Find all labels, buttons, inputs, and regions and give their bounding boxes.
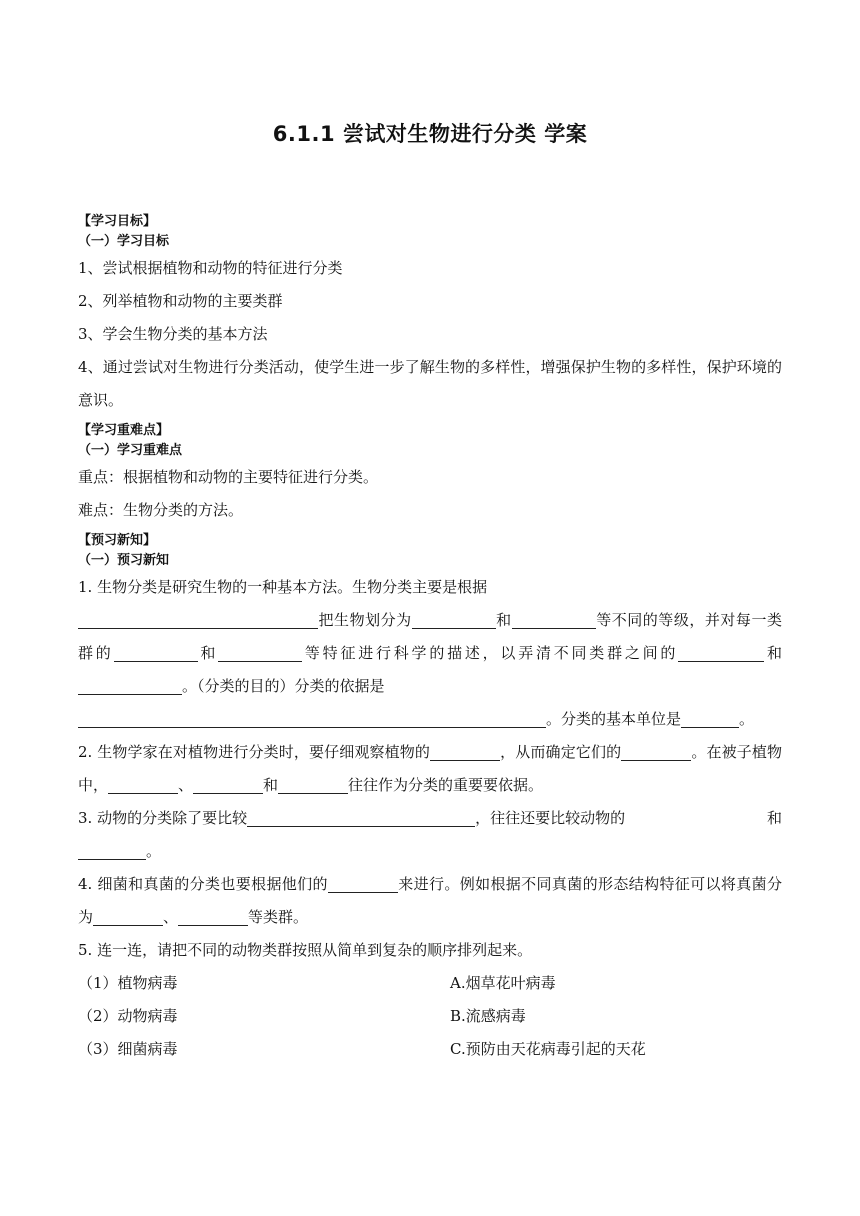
q1-text-c: 和 (495, 611, 512, 629)
q1-blank-4[interactable] (114, 643, 198, 662)
q2-text-c: 。在被子植物中， (78, 743, 782, 794)
q1-text-h: 。（分类的目的）分类的依据是 (182, 677, 385, 695)
q1-blank-5[interactable] (218, 643, 302, 662)
section-heading-objectives: 【学习目标】 (78, 214, 157, 229)
document-title: 6.1.1 尝试对生物进行分类 学案 (272, 122, 588, 146)
q2-blank-5[interactable] (278, 775, 348, 794)
q2-text-a: 2. 生物学家在对植物进行分类时，要仔细观察植物的 (78, 743, 431, 761)
key-point-focus: 重点：根据植物和动物的主要特征进行分类。 (78, 468, 379, 486)
question-1 (78, 571, 782, 736)
matching-left-1[interactable]: （1）植物病毒 (78, 974, 178, 992)
q3-blank-1[interactable] (247, 808, 475, 827)
q1-text-b: 把生物划分为 (318, 611, 412, 629)
q4-blank-2[interactable] (93, 907, 163, 926)
q1-blank-3[interactable] (512, 610, 596, 629)
q2-blank-2[interactable] (621, 742, 691, 761)
matching-row-3 (78, 1033, 782, 1066)
objective-item-2: 2、列举植物和动物的主要类群 (78, 292, 283, 310)
question-3 (78, 802, 782, 868)
q1-blank-6[interactable] (678, 643, 764, 662)
q4-text-d: 等类群。 (248, 908, 309, 926)
q2-text-e: 和 (263, 776, 279, 794)
q2-text-d: 、 (178, 776, 194, 794)
q4-text-b: 来进行。例如根据不同真菌的形态结构特征可以将真菌分为 (78, 875, 782, 926)
q1-text-i: 。分类的基本单位是 (546, 710, 682, 728)
section-heading-preview: 【预习新知】 (78, 533, 157, 548)
objective-item-4: 4、通过尝试对生物进行分类活动，使学生进一步了解生物的多样性，增强保护生物的多样性，保护环境的意识。 (78, 358, 782, 409)
objective-item-1: 1、尝试根据植物和动物的特征进行分类 (78, 259, 343, 277)
question-4 (78, 868, 782, 934)
subheading-objectives: （一）学习目标 (78, 234, 170, 249)
matching-left-3[interactable]: （3）细菌病毒 (78, 1040, 178, 1058)
question-5: 5. 连一连，请把不同的动物类群按照从简单到复杂的顺序排列起来。 (78, 941, 533, 959)
matching-row-2 (78, 1000, 782, 1033)
q1-text-g: 和 (764, 644, 782, 662)
subheading-key-points: （一）学习重难点 (78, 443, 183, 458)
objective-item-3: 3、学会生物分类的基本方法 (78, 325, 268, 343)
q1-blank-9[interactable] (681, 709, 739, 728)
q1-text-d: 等不同的等级，并对每一类群的 (78, 611, 782, 662)
q1-text-e: 和 (197, 644, 219, 662)
matching-row-1 (78, 967, 782, 1000)
q4-blank-3[interactable] (178, 907, 248, 926)
q4-blank-1[interactable] (328, 874, 398, 893)
q1-blank-2[interactable] (412, 610, 496, 629)
matching-right-3[interactable]: C.预防由天花病毒引起的天花 (450, 1040, 646, 1058)
q1-blank-7[interactable] (78, 676, 182, 695)
matching-right-1[interactable]: A.烟草花叶病毒 (450, 974, 556, 992)
q2-blank-1[interactable] (430, 742, 500, 761)
q3-text-c: 和 (766, 809, 782, 827)
q3-text-d: 。 (146, 842, 162, 860)
q4-text-c: 、 (163, 908, 179, 926)
matching-right-2[interactable]: B.流感病毒 (450, 1007, 526, 1025)
q1-text-a: 1. 生物分类是研究生物的一种基本方法。生物分类主要是根据 (78, 578, 488, 596)
q2-blank-3[interactable] (108, 775, 178, 794)
q1-text-j: 。 (739, 710, 755, 728)
subheading-preview: （一）预习新知 (78, 553, 170, 568)
question-2 (78, 736, 782, 802)
document-body (78, 212, 782, 1066)
key-point-difficulty: 难点：生物分类的方法。 (78, 501, 244, 519)
matching-left-2[interactable]: （2）动物病毒 (78, 1007, 178, 1025)
q2-text-f: 往往作为分类的重要要依据。 (348, 776, 544, 794)
section-heading-key-points: 【学习重难点】 (78, 423, 170, 438)
q1-text-f: 等特征进行科学的描述，以弄清不同类群之间的 (302, 644, 679, 662)
q4-text-a: 4. 细菌和真菌的分类也要根据他们的 (78, 875, 328, 893)
q3-text-b: ，往往还要比较动物的 (475, 809, 626, 827)
q3-text-a: 3. 动物的分类除了要比较 (78, 809, 248, 827)
q1-blank-1[interactable] (78, 610, 318, 629)
q1-blank-8[interactable] (78, 709, 546, 728)
q3-blank-2[interactable] (78, 841, 146, 860)
q2-blank-4[interactable] (193, 775, 263, 794)
q2-text-b: ，从而确定它们的 (500, 743, 622, 761)
